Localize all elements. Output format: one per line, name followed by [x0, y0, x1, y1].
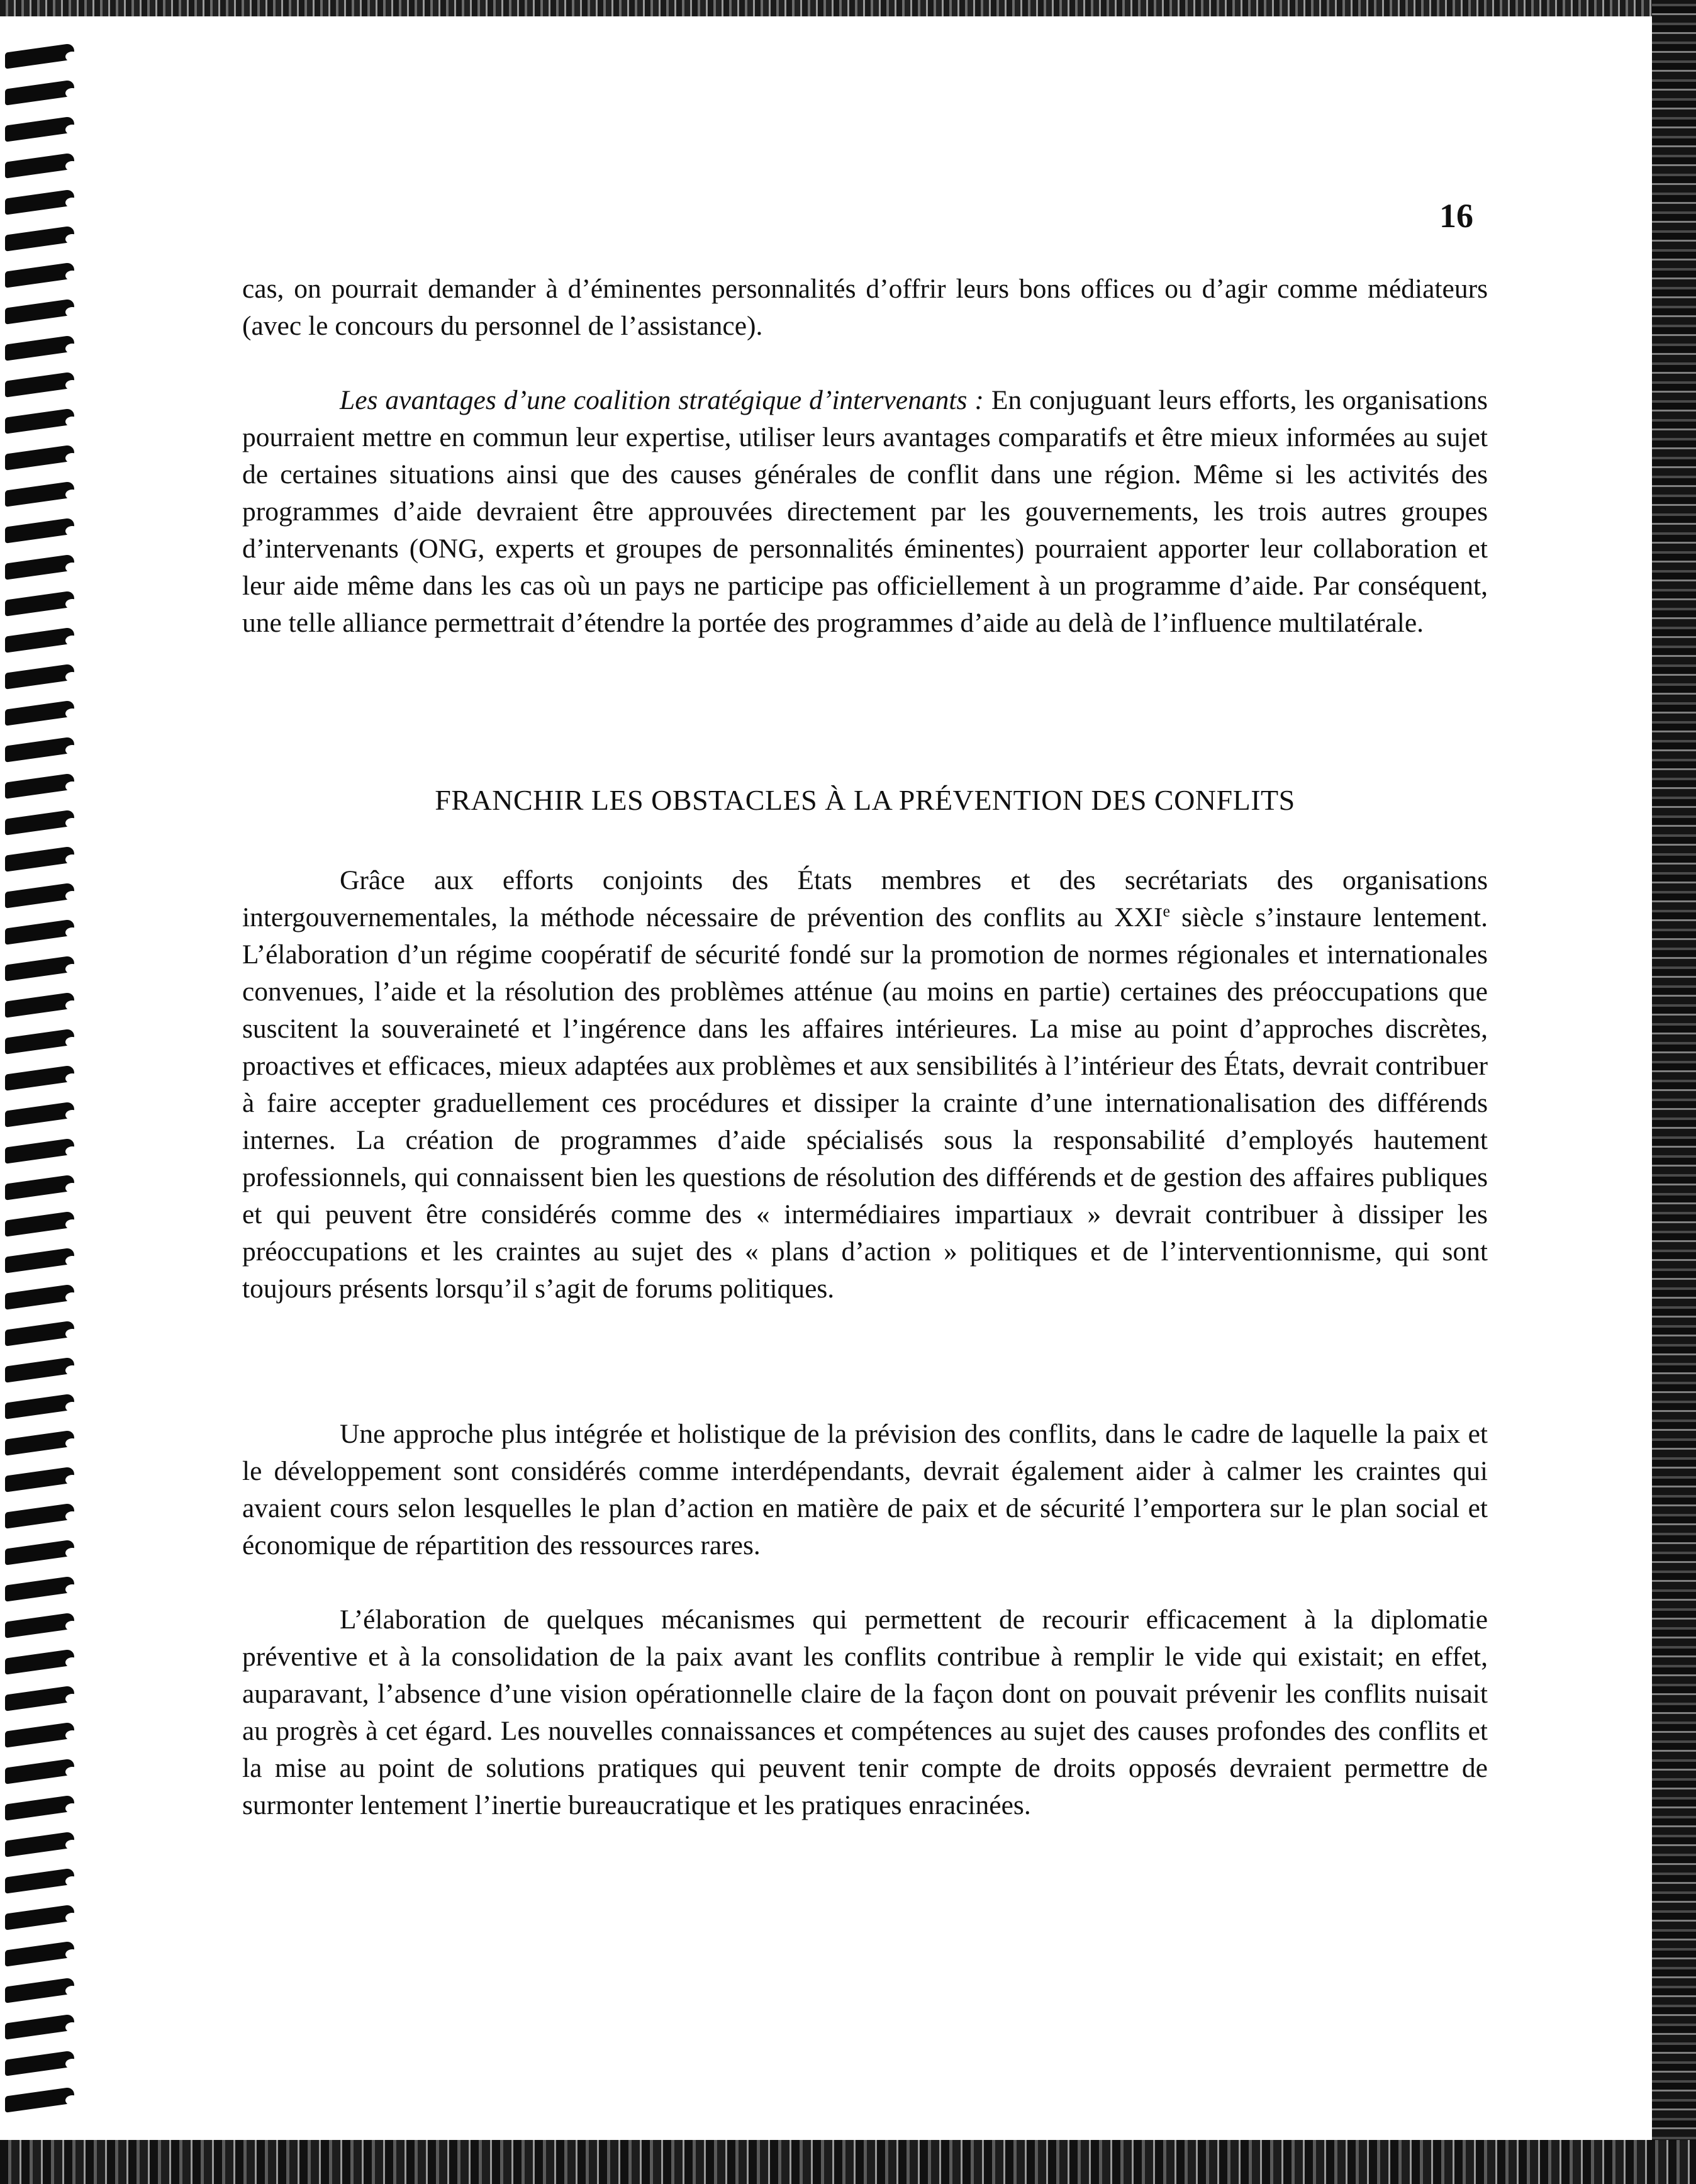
binding-coil [5, 81, 86, 106]
binding-coil [5, 1978, 86, 2003]
binding-coil [5, 1759, 86, 1784]
paragraph-2 [242, 382, 1488, 642]
binding-hole [65, 380, 79, 390]
coil-wire [5, 1685, 74, 1711]
binding-coil [5, 409, 86, 434]
binding-coil [5, 1905, 86, 1930]
binding-coil [5, 774, 86, 799]
coil-wire [5, 43, 74, 69]
binding-hole [65, 1548, 79, 1558]
binding-hole [65, 417, 79, 427]
binding-coil [5, 518, 86, 544]
binding-hole [65, 88, 79, 98]
binding-hole [65, 453, 79, 463]
section-heading: FRANCHIR LES OBSTACLES À LA PRÉVENTION DES CONFLITS [435, 784, 1295, 816]
coil-wire [5, 2050, 74, 2076]
coil-wire [5, 1028, 74, 1054]
binding-hole [65, 1037, 79, 1047]
coil-wire [5, 882, 74, 908]
binding-hole [65, 1475, 79, 1485]
binding-hole [65, 1402, 79, 1412]
coil-wire [5, 298, 74, 324]
coil-wire [5, 1758, 74, 1784]
coil-wire [5, 79, 74, 105]
binding-hole [65, 781, 79, 792]
binding-coil [5, 1796, 86, 1821]
binding-coil [5, 1248, 86, 1274]
binding-hole [65, 1767, 79, 1777]
coil-wire [5, 919, 74, 944]
binding-hole [65, 1292, 79, 1302]
binding-coil [5, 1540, 86, 1565]
coil-wire [5, 809, 74, 835]
coil-wire [5, 1904, 74, 1930]
binding-hole [65, 344, 79, 354]
coil-wire [5, 700, 74, 725]
binding-hole [65, 1913, 79, 1923]
binding-coil [5, 956, 86, 982]
binding-coil [5, 1613, 86, 1638]
binding-coil [5, 737, 86, 763]
coil-wire [5, 262, 74, 288]
binding-hole [65, 1621, 79, 1631]
binding-hole [65, 1146, 79, 1156]
binding-coil [5, 1066, 86, 1091]
binding-hole [65, 1110, 79, 1120]
spiral-binding [0, 44, 94, 2139]
coil-wire [5, 1612, 74, 1638]
binding-hole [65, 1657, 79, 1667]
binding-hole [65, 599, 79, 609]
paragraph-coalition [242, 382, 1488, 642]
binding-coil [5, 993, 86, 1018]
coil-wire [5, 116, 74, 142]
binding-hole [65, 1183, 79, 1193]
binding-hole [65, 526, 79, 536]
paragraph-holistic [242, 1416, 1488, 1564]
coil-wire [5, 1138, 74, 1163]
binding-hole [65, 964, 79, 974]
page-number: 16 [1439, 197, 1473, 235]
binding-coil [5, 117, 86, 142]
scan-border-top [0, 0, 1696, 16]
coil-wire [5, 992, 74, 1017]
binding-coil [5, 2051, 86, 2076]
binding-hole [65, 1365, 79, 1375]
binding-hole [65, 1256, 79, 1266]
paragraph-4: Une approche plus intégrée et holistique de la prévision des conflits, dans le cadre de laquelle la paix et le développement sont considérés comme interdépendants, devrait également aider à calmer les craintes qui avaient cours selon lesquelles le plan d’action en matière de paix et de sécurité l’emportera sur le plan social et économique de répartition des ressources rares. [242, 1419, 1488, 1560]
binding-hole [65, 1840, 79, 1850]
binding-coil [5, 1686, 86, 1711]
binding-hole [65, 708, 79, 719]
binding-coil [5, 2088, 86, 2113]
coil-wire [5, 481, 74, 507]
coil-wire [5, 1284, 74, 1309]
coil-wire [5, 1320, 74, 1346]
binding-hole [65, 198, 79, 208]
binding-coil [5, 1467, 86, 1492]
binding-hole [65, 818, 79, 828]
paragraph-obstacles [242, 862, 1488, 1308]
binding-coil [5, 44, 86, 69]
coil-wire [5, 1211, 74, 1236]
binding-coil [5, 227, 86, 252]
binding-coil [5, 1394, 86, 1420]
coil-wire [5, 1539, 74, 1565]
coil-wire [5, 1795, 74, 1820]
binding-coil [5, 664, 86, 690]
binding-coil [5, 555, 86, 580]
coil-wire [5, 152, 74, 178]
binding-hole [65, 1876, 79, 1886]
binding-coil [5, 372, 86, 398]
binding-coil [5, 1431, 86, 1456]
binding-hole [65, 745, 79, 755]
coil-wire [5, 1393, 74, 1419]
binding-coil [5, 1175, 86, 1201]
binding-hole [65, 1219, 79, 1229]
coil-wire [5, 2013, 74, 2039]
binding-coil [5, 300, 86, 325]
coil-wire [5, 955, 74, 981]
binding-coil [5, 920, 86, 945]
coil-wire [5, 1247, 74, 1273]
binding-coil [5, 628, 86, 653]
binding-hole [65, 1803, 79, 1813]
binding-hole [65, 1073, 79, 1084]
binding-coil [5, 1285, 86, 1310]
binding-coil [5, 1029, 86, 1055]
coil-wire [5, 1868, 74, 1893]
coil-wire [5, 1357, 74, 1382]
binding-hole [65, 636, 79, 646]
binding-hole [65, 891, 79, 901]
binding-coil [5, 1102, 86, 1128]
binding-coil [5, 883, 86, 909]
century-superscript: e [1163, 902, 1171, 921]
coil-wire [5, 1065, 74, 1090]
binding-coil [5, 1832, 86, 1857]
binding-coil [5, 1869, 86, 1894]
binding-coil [5, 1212, 86, 1237]
binding-hole [65, 563, 79, 573]
coil-wire [5, 1466, 74, 1492]
paragraph-continuation [242, 271, 1488, 345]
paragraph-3 [242, 862, 1488, 1308]
coil-wire [5, 1722, 74, 1747]
binding-hole [65, 2022, 79, 2032]
binding-hole [65, 1329, 79, 1339]
coil-wire [5, 663, 74, 689]
coil-wire [5, 225, 74, 251]
binding-hole [65, 2095, 79, 2105]
binding-coil [5, 154, 86, 179]
coil-wire [5, 1649, 74, 1674]
coil-wire [5, 444, 74, 470]
binding-hole [65, 161, 79, 171]
coil-wire [5, 1174, 74, 1200]
binding-hole [65, 2059, 79, 2069]
coil-wire [5, 1101, 74, 1127]
binding-coil [5, 263, 86, 288]
coil-wire [5, 590, 74, 616]
binding-hole [65, 1694, 79, 1704]
binding-hole [65, 125, 79, 135]
paragraph-2-lead: Les avantages d’une coalition stratégique d’intervenants : [340, 385, 984, 415]
coil-wire [5, 736, 74, 762]
paragraph-3-part-1: Grâce aux efforts conjoints des États membres et des secrétariats des organisations intergouvernementales, la méthode nécessaire de prévention des conflits au XXI [242, 865, 1488, 932]
coil-wire [5, 335, 74, 361]
binding-hole [65, 1730, 79, 1740]
binding-coil [5, 190, 86, 215]
coil-wire [5, 371, 74, 397]
binding-coil [5, 1723, 86, 1748]
binding-coil [5, 1139, 86, 1164]
binding-hole [65, 52, 79, 62]
binding-coil [5, 1358, 86, 1383]
binding-coil [5, 1504, 86, 1529]
binding-coil [5, 1577, 86, 1602]
coil-wire [5, 1831, 74, 1857]
coil-wire [5, 189, 74, 215]
binding-hole [65, 271, 79, 281]
binding-coil [5, 701, 86, 726]
binding-hole [65, 1511, 79, 1521]
binding-coil [5, 1650, 86, 1675]
binding-coil [5, 1942, 86, 1967]
coil-wire [5, 2086, 74, 2112]
binding-hole [65, 1986, 79, 1996]
scan-border-bottom [0, 2140, 1696, 2184]
coil-wire [5, 554, 74, 580]
binding-hole [65, 1584, 79, 1594]
binding-coil [5, 1321, 86, 1347]
coil-wire [5, 1503, 74, 1528]
binding-coil [5, 336, 86, 361]
coil-wire [5, 1940, 74, 1966]
paragraph-3-part-2: siècle s’instaure lentement. L’élaboration d’un régime coopératif de sécurité fondé sur la promotion de normes régionales et internationales convenues, l’aide et la résolution des problèmes atténue (au moins en partie) certaines des préoccupations que suscitent la souveraineté et l’ingérence dans les affaires intérieures. La mise au point d’approches discrètes, proactives et efficaces, mieux adaptées aux problèmes et aux sensibilités à l’intérieur des États, devrait contribuer à faire accepter graduellement ces procédures et dissiper la crainte d’une internationalisation des différends internes. La création de programmes d’aide spécialisés sous la responsabilité d’employés hautement professionnels, qui connaissent bien les questions de résolution des différends et de gestion des affaires publiques et qui peuvent être considérés comme des « intermédiaires impartiaux » devrait contribuer à dissiper les préoccupations et les craintes au sujet des « plans d’action » politiques et de l’interventionnisme, qui sont toujours présents lorsqu’il s’agit de forums politiques. [242, 902, 1488, 1304]
binding-coil [5, 2015, 86, 2040]
coil-wire [5, 846, 74, 871]
coil-wire [5, 517, 74, 543]
binding-hole [65, 307, 79, 317]
binding-coil [5, 591, 86, 617]
paragraph-1: cas, on pourrait demander à d’éminentes personnalités d’offrir leurs bons offices ou d’agir comme médiateurs (avec le concours du personnel de l’assistance). [242, 274, 1488, 341]
binding-hole [65, 672, 79, 682]
paragraph-mechanisms [242, 1601, 1488, 1824]
coil-wire [5, 1576, 74, 1601]
coil-wire [5, 773, 74, 798]
binding-hole [65, 1438, 79, 1448]
binding-hole [65, 1949, 79, 1959]
binding-coil [5, 847, 86, 872]
binding-hole [65, 490, 79, 500]
binding-hole [65, 234, 79, 244]
binding-hole [65, 854, 79, 865]
coil-wire [5, 627, 74, 652]
paragraph-5: L’élaboration de quelques mécanismes qui permettent de recourir efficacement à la diplomatie préventive et à la consolidation de la paix avant les conflits contribue à remplir le vide qui existait; en effet, auparavant, l’absence d’une vision opérationnelle claire de la façon dont on pouvait prévenir les conflits nuisait au progrès à cet égard. Les nouvelles connaissances et compétences au sujet des causes profondes des conflits et la mise au point de solutions pratiques qui peuvent tenir compte de droits opposés devraient permettre de surmonter lentement l’inertie bureaucratique et les pratiques enracinées. [242, 1604, 1488, 1820]
coil-wire [5, 1430, 74, 1455]
binding-hole [65, 1000, 79, 1011]
coil-wire [5, 408, 74, 434]
scan-border-right [1652, 0, 1696, 2184]
binding-coil [5, 810, 86, 836]
binding-coil [5, 482, 86, 507]
paragraph-2-body: En conjuguant leurs efforts, les organisations pourraient mettre en commun leur expertise, utiliser leurs avantages comparatifs et être mieux informées au sujet de certaines situations ainsi que des causes générales de conflit dans une région. Même si les activités des programmes d’aide devraient être approuvées directement par les gouvernements, les trois autres groupes d’intervenants (ONG, experts et groupes de personnalités éminentes) pourraient apporter leur collaboration et leur aide même dans les cas où un pays ne participe pas officiellement à un programme d’aide. Par conséquent, une telle alliance permettrait d’étendre la portée des programmes d’aide au delà de l’influence multilatérale. [242, 385, 1488, 638]
coil-wire [5, 1977, 74, 2003]
binding-hole [65, 927, 79, 938]
binding-coil [5, 445, 86, 471]
